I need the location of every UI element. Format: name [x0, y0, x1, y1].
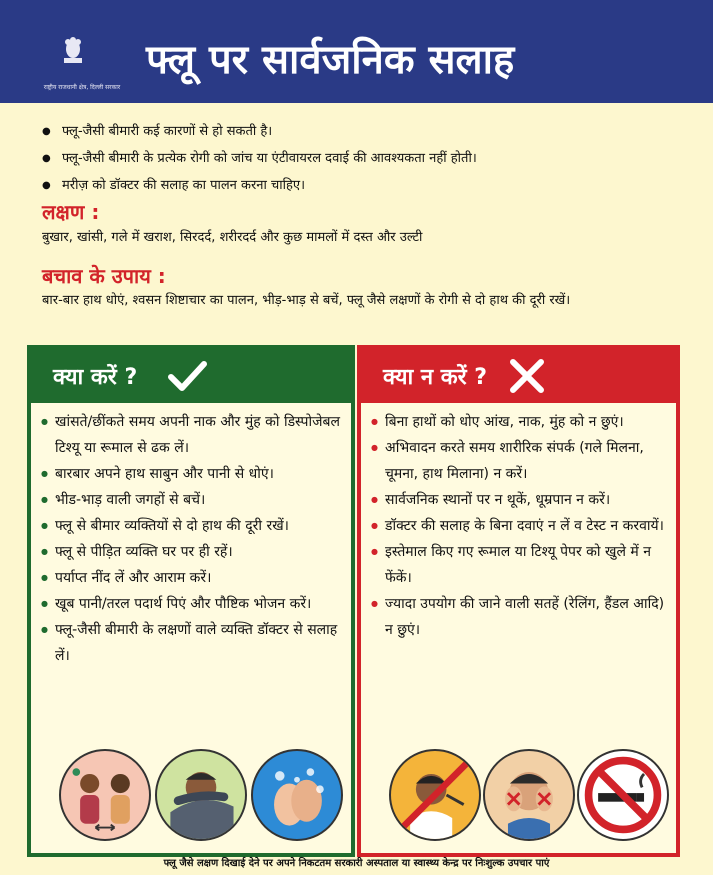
list-item: ● ज्यादा उपयोग की जाने वाली सतहें (रेलिंग, हैंडल आदि) न छुएं। — [371, 591, 670, 643]
prevention-heading: बचाव के उपाय : — [42, 264, 166, 288]
emblem-caption: राष्ट्रीय राजधानी क्षेत्र, दिल्ली सरकार — [43, 84, 121, 91]
list-item: ● सार्वजनिक स्थानों पर न थूकें, धूम्रपान न करें। — [371, 487, 670, 513]
donts-header — [361, 349, 676, 403]
donts-title: क्या न करें ? — [383, 365, 488, 390]
symptoms-text: बुखार, खांसी, गले में खराश, सिरदर्द, शरीरदर्द और कुछ मामलों में दस्त और उल्टी — [42, 230, 423, 245]
dos-header — [31, 349, 351, 403]
footer-note: फ्लू जैसे लक्षण दिखाई देने पर अपने निकटतम सरकारी अस्पताल या स्वास्थ्य केन्द्र पर निःशुल्क उपचार पाएं — [163, 858, 550, 869]
donts-panel — [357, 345, 680, 857]
list-item: ● फ्लू-जैसी बीमारी कई कारणों से हो सकती है। — [42, 118, 682, 145]
list-item: ● फ्लू-जैसी बीमारी के लक्षणों वाले व्यक्ति डॉक्टर से सलाह लें। — [41, 617, 345, 669]
list-item: ● फ्लू-जैसी बीमारी के प्रत्येक रोगी को जांच या एंटीवायरल दवाई की आवश्यकता नहीं होती। — [42, 145, 682, 172]
cough-into-elbow-icon — [155, 749, 247, 841]
donts-list — [371, 409, 670, 643]
prevention-text: बार-बार हाथ धोएं, श्वसन शिष्टाचार का पालन, भीड़-भाड़ से बचें, फ्लू जैसे लक्षणों के रोगी से दो हाथ की दूरी रखें। — [42, 293, 571, 308]
list-item: ● बारबार अपने हाथ साबुन और पानी से धोएं। — [41, 461, 345, 487]
list-item: ● डॉक्टर की सलाह के बिना दवाएं न लें व टेस्ट न करवायें। — [371, 513, 670, 539]
list-item: ● खांसते/छींकते समय अपनी नाक और मुंह को डिस्पोजेबल टिश्यू या रूमाल से ढक लें। — [41, 409, 345, 461]
donts-illustrations — [361, 749, 676, 845]
no-face-touching-icon — [483, 749, 575, 841]
dos-list — [41, 409, 345, 669]
dos-illustrations — [31, 749, 351, 845]
symptoms-heading: लक्षण : — [42, 200, 100, 224]
list-item: ● अभिवादन करते समय शारीरिक संपर्क (गले मिलना, चूमना, हाथ मिलाना) न करें। — [371, 435, 670, 487]
header-banner — [0, 0, 713, 103]
list-item: ● फ्लू से बीमार व्यक्तियों से दो हाथ की दूरी रखें। — [41, 513, 345, 539]
social-distance-icon — [59, 749, 151, 841]
cross-icon — [507, 357, 547, 395]
list-item: ● फ्लू से पीड़ित व्यक्ति घर पर ही रहें। — [41, 539, 345, 565]
list-item: ● बिना हाथों को धोए आंख, नाक, मुंह को न छुएं। — [371, 409, 670, 435]
no-smoking-icon — [577, 749, 669, 841]
no-spitting-icon — [389, 749, 481, 841]
dos-title: क्या करें ? — [53, 365, 138, 390]
checkmark-icon — [167, 357, 207, 395]
list-item: ● भीड-भाड़ वाली जगहों से बचें। — [41, 487, 345, 513]
list-item: ● मरीज़ को डॉक्टर की सलाह का पालन करना चाहिए। — [42, 172, 682, 199]
national-emblem-icon — [60, 36, 86, 66]
list-item: ● इस्तेमाल किए गए रूमाल या टिश्यू पेपर को खुले में न फेंकें। — [371, 539, 670, 591]
hand-washing-icon — [251, 749, 343, 841]
page-title: फ्लू पर सार्वजनिक सलाह — [146, 37, 515, 83]
list-item: ● पर्याप्त नींद लें और आराम करें। — [41, 565, 345, 591]
dos-panel — [27, 345, 355, 857]
intro-list — [42, 118, 682, 199]
list-item: ● खूब पानी/तरल पदार्थ पिएं और पौष्टिक भोजन करें। — [41, 591, 345, 617]
